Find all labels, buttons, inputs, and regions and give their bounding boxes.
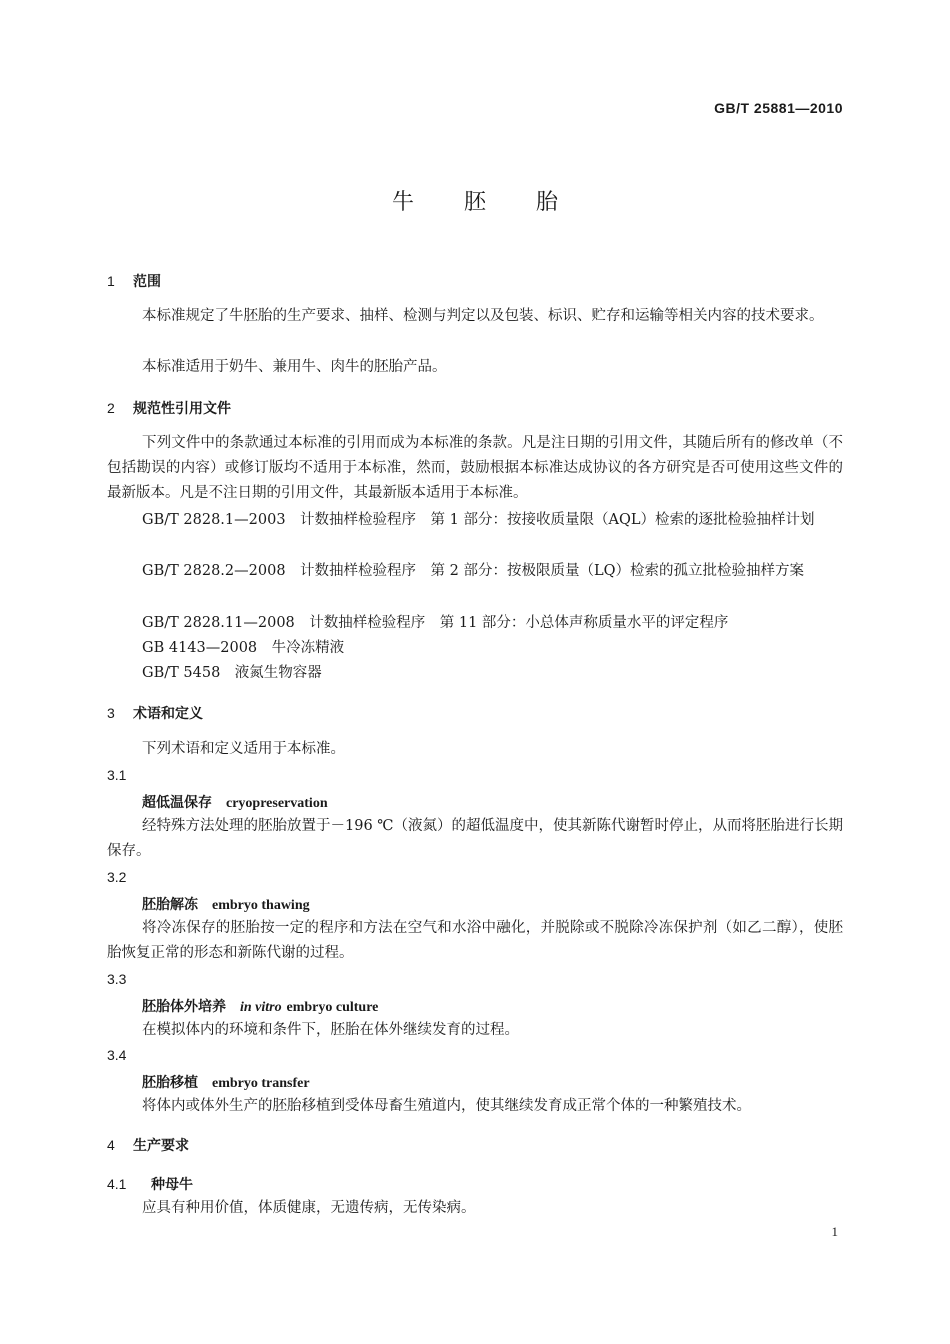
paragraph: 本标准适用于奶牛、兼用牛、肉牛的胚胎产品。 [142, 359, 447, 375]
term-en: cryopreservation [226, 796, 328, 811]
standard-code: GB/T 25881—2010 [714, 100, 843, 116]
term-en: embryo culture [286, 1000, 379, 1015]
subsection-title: 种母牛 [151, 1177, 193, 1193]
term-definition: 在模拟体内的环境和条件下，胚胎在体外继续发育的过程。 [142, 1022, 519, 1038]
paragraph: 本标准规定了牛胚胎的生产要求、抽样、检测与判定以及包装、标识、贮存和运输等相关内容的技术要求。 [142, 308, 824, 324]
reference-item: GB 4143—2008 牛冷冻精液 [142, 640, 345, 656]
term-definition: 将体内或体外生产的胚胎移植到受体母畜生殖道内，使其继续发育成正常个体的一种繁殖技术。 [142, 1098, 751, 1114]
term-number: 3.4 [107, 1047, 127, 1063]
page-title: 牛胚胎 [391, 190, 608, 215]
section-number: 3 [107, 705, 115, 721]
section-title: 规范性引用文件 [133, 401, 231, 417]
term-en-italic: in vitro [240, 1000, 282, 1015]
section-title: 术语和定义 [133, 706, 203, 722]
subsection-heading-4-1 [107, 1174, 193, 1194]
term-number: 3.1 [107, 767, 127, 783]
term-zh: 胚胎移植 [142, 1075, 198, 1091]
section-number: 2 [107, 400, 115, 416]
paragraph: 下列文件中的条款通过本标准的引用而成为本标准的条款。凡是注日期的引用文件，其随后所有的修改单（不包括勘误的内容）或修订版均不适用于本标准，然而，鼓励根据本标准达成协议的各方研究是否可使用这些文件的最新版本。凡是不注日期的引用文件，其最新版本适用于本标准。 [107, 435, 843, 501]
reference-item: GB/T 2828.2—2008 计数抽样检验程序 第 2 部分：按极限质量（LQ）检索的孤立批检验抽样方案 [142, 563, 804, 579]
section-number: 1 [107, 273, 115, 289]
reference-item: GB/T 2828.1—2003 计数抽样检验程序 第 1 部分：按接收质量限（AQL）检索的逐批检验抽样计划 [142, 512, 815, 528]
paragraph: 应具有种用价值，体质健康，无遗传病，无传染病。 [142, 1200, 476, 1216]
term-heading [142, 1072, 310, 1092]
term-zh: 超低温保存 [142, 795, 212, 811]
reference-item: GB/T 2828.11—2008 计数抽样检验程序 第 11 部分：小总体声称质量水平的评定程序 [142, 615, 729, 631]
reference-item: GB/T 5458 液氮生物容器 [142, 665, 322, 681]
paragraph: 下列术语和定义适用于本标准。 [142, 741, 345, 757]
term-zh: 胚胎解冻 [142, 897, 198, 913]
section-heading-2 [107, 398, 231, 418]
term-number: 3.2 [107, 869, 127, 885]
section-title: 范围 [133, 274, 161, 290]
term-definition: 将冷冻保存的胚胎按一定的程序和方法在空气和水浴中融化，并脱除或不脱除冷冻保护剂（如乙二醇），使胚胎恢复正常的形态和新陈代谢的过程。 [107, 920, 843, 961]
term-en: embryo thawing [212, 898, 310, 913]
term-definition: 经特殊方法处理的胚胎放置于－196 ℃（液氮）的超低温度中，使其新陈代谢暂时停止，从而将胚胎进行长期保存。 [107, 818, 844, 859]
term-heading [142, 894, 310, 914]
section-heading-4 [107, 1135, 189, 1155]
term-heading [142, 996, 378, 1016]
page-number: 1 [831, 1224, 838, 1239]
term-zh: 胚胎体外培养 [142, 999, 226, 1015]
section-heading-3 [107, 703, 203, 723]
term-number: 3.3 [107, 971, 127, 987]
section-number: 4 [107, 1137, 115, 1153]
section-heading-1 [107, 271, 161, 291]
term-en: embryo transfer [212, 1076, 310, 1091]
section-title: 生产要求 [133, 1138, 189, 1154]
subsection-number: 4.1 [107, 1176, 127, 1192]
term-heading [142, 792, 328, 812]
